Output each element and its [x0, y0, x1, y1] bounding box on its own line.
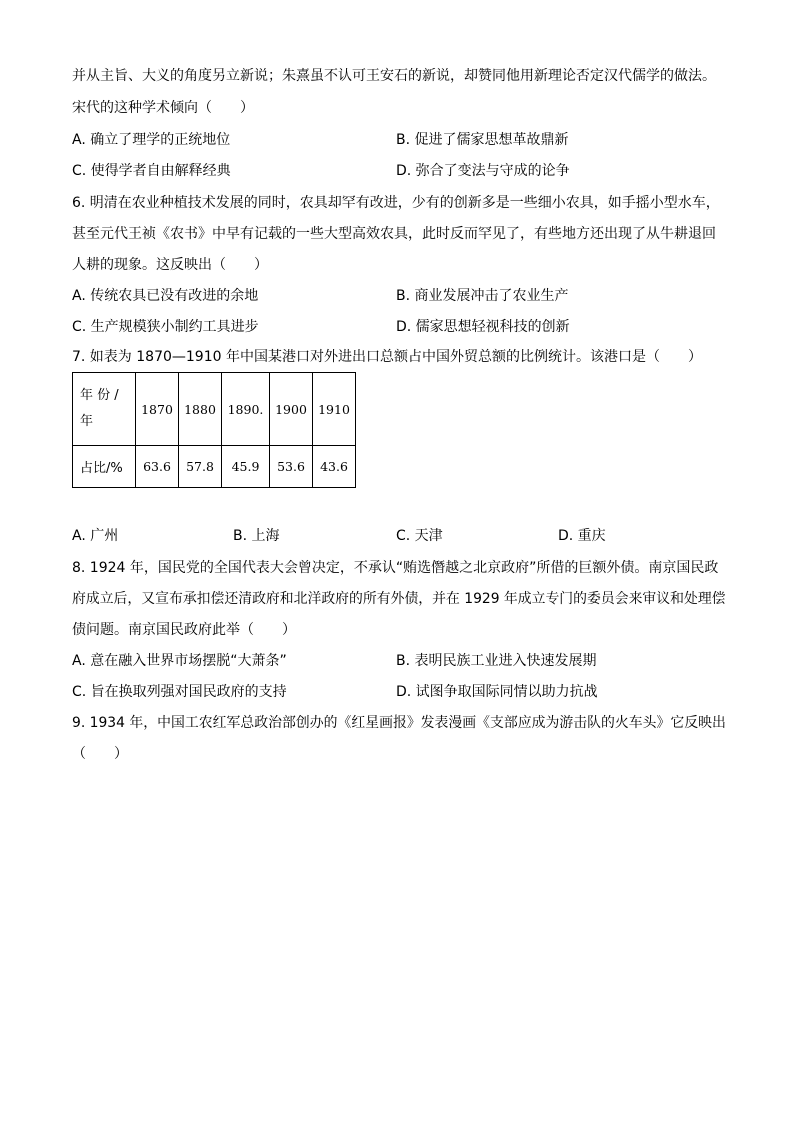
table-year-cell: 1880 — [179, 373, 222, 446]
q8-option-a: A. 意在融入世界市场摆脱“大萧条” — [72, 653, 287, 669]
q8-option-d: D. 试图争取国际同情以助力抗战 — [396, 684, 598, 700]
table-value-cell: 43.6 — [313, 446, 356, 488]
q7-option-b: B. 上海 — [233, 528, 280, 544]
table-year-cell: 1900 — [270, 373, 313, 446]
table-value-cell: 45.9 — [222, 446, 270, 488]
port-trade-share-table — [72, 372, 356, 488]
q6-stem-line-1: 6. 明清在农业种植技术发展的同时，农具却罕有改进，少有的创新多是一些细小农具，如手摇小型水车， — [72, 195, 720, 211]
q9-stem-line-1: 9. 1934 年，中国工农红军总政治部创办的《红星画报》发表漫画《支部应成为游击队的火车头》它反映出 — [72, 715, 726, 731]
q7-option-c: C. 天津 — [396, 528, 443, 544]
table-header-year-label-1: 年 份 / — [80, 388, 119, 403]
q8-stem-line-3: 债问题。南京国民政府此举（ ） — [72, 622, 296, 638]
table-row-label: 占比/% — [73, 446, 136, 488]
table-value-cell: 63.6 — [136, 446, 179, 488]
q8-stem-line-1: 8. 1924 年，国民党的全国代表大会曾决定，不承认“贿选僭越之北京政府”所借的巨额外债。南京国民政 — [72, 560, 719, 576]
q7-option-d: D. 重庆 — [558, 528, 606, 544]
q8-stem-line-2: 府成立后，又宣布承扣偿还清政府和北洋政府的所有外债，并在 1929 年成立专门的委员会来审议和处理偿 — [72, 591, 726, 607]
q5-option-c: C. 使得学者自由解释经典 — [72, 163, 231, 179]
q5-stem-line-2: 宋代的这种学术倾向（ ） — [72, 100, 254, 116]
table-header-year-label-2: 年 — [80, 414, 94, 429]
q6-stem-line-3: 人耕的现象。这反映出（ ） — [72, 257, 268, 273]
q8-option-c: C. 旨在换取列强对国民政府的支持 — [72, 684, 287, 700]
q7-stem-line-1: 7. 如表为 1870—1910 年中国某港口对外进出口总额占中国外贸总额的比例统计。该港口是（ ） — [72, 349, 702, 365]
q6-stem-line-2: 甚至元代王祯《农书》中早有记载的一些大型高效农具，此时反而罕见了，有些地方还出现了从牛耕退回 — [72, 226, 716, 242]
q5-stem-line-1: 并从主旨、大义的角度另立新说；朱熹虽不认可王安石的新说，却赞同他用新理论否定汉代儒学的做法。 — [72, 68, 716, 84]
table-row-share — [73, 446, 356, 488]
q8-option-b: B. 表明民族工业进入快速发展期 — [396, 653, 597, 669]
q9-stem-line-2: （ ） — [72, 746, 128, 762]
q6-option-d: D. 儒家思想轻视科技的创新 — [396, 319, 570, 335]
table-row-years — [73, 373, 356, 446]
table-header-year-cell — [73, 373, 136, 446]
q5-option-b: B. 促进了儒家思想革故鼎新 — [396, 132, 569, 148]
q6-option-b: B. 商业发展冲击了农业生产 — [396, 288, 569, 304]
q5-option-a: A. 确立了理学的正统地位 — [72, 132, 231, 148]
table-year-cell: 1870 — [136, 373, 179, 446]
q6-option-c: C. 生产规模狭小制约工具进步 — [72, 319, 259, 335]
q6-option-a: A. 传统农具已没有改进的余地 — [72, 288, 259, 304]
table-value-cell: 53.6 — [270, 446, 313, 488]
q5-option-d: D. 弥合了变法与守成的论争 — [396, 163, 570, 179]
table-value-cell: 57.8 — [179, 446, 222, 488]
table-year-cell: 1910 — [313, 373, 356, 446]
q7-option-a: A. 广州 — [72, 528, 119, 544]
table-year-cell: 1890. — [222, 373, 270, 446]
